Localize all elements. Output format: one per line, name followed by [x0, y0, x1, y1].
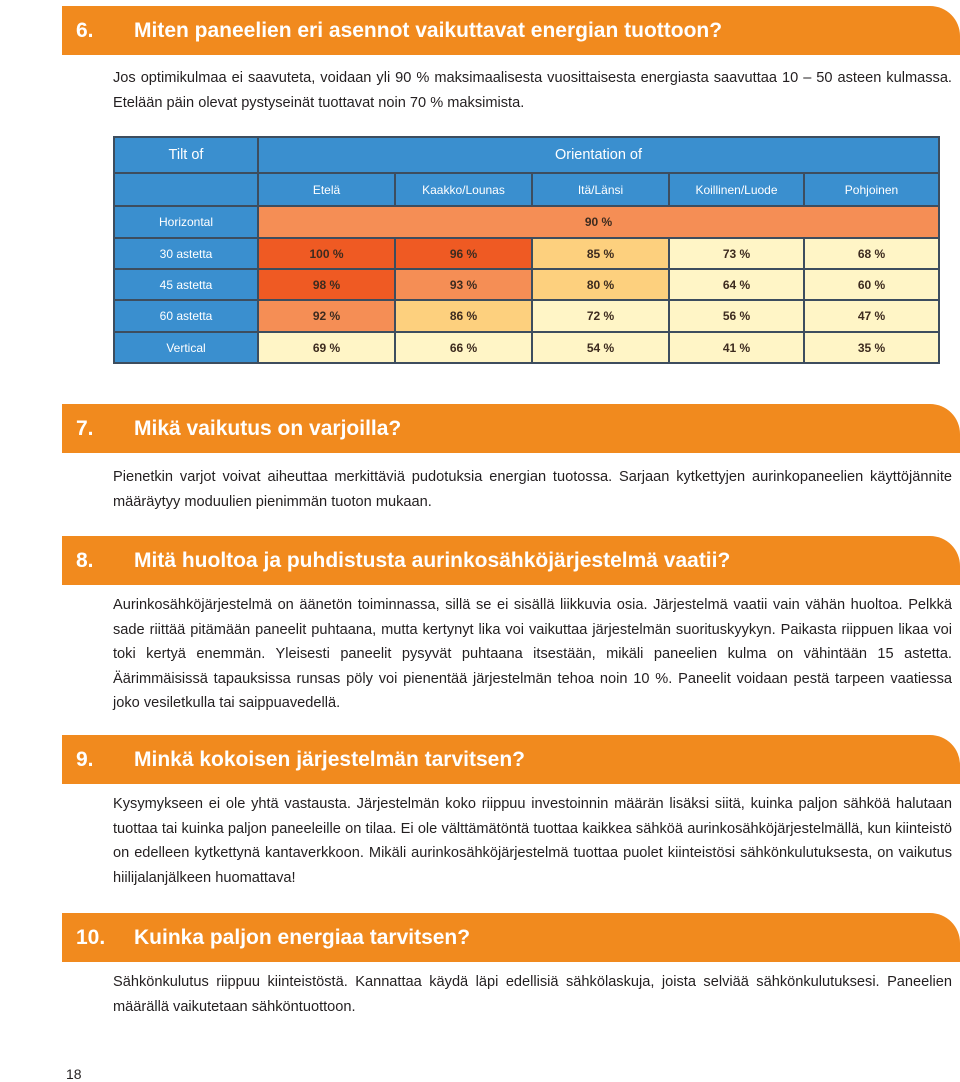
row-label-horizontal: Horizontal: [114, 206, 258, 238]
section-title: Mitä huoltoa ja puhdistusta aurinkosähköjärjestelmä vaatii?: [134, 548, 731, 572]
section-paragraph-7: Pienetkin varjot voivat aiheuttaa merkittäviä pudotuksia energian tuotossa. Sarjaan kytkettyjen aurinkopaneelien käyttöjännite määräytyy moduulien pienimmän tuoton mukaan.: [113, 469, 952, 510]
table-cell: 93 %: [395, 269, 532, 300]
table-cell: 72 %: [532, 300, 669, 332]
table-cell: 69 %: [258, 332, 395, 363]
table-cell: 96 %: [395, 238, 532, 269]
section-number: 7.: [76, 416, 94, 440]
section-number: 9.: [76, 747, 94, 771]
tilt-header-blank: [114, 173, 258, 206]
section-paragraph-9: Kysymykseen ei ole yhtä vastausta. Järjestelmän koko riippuu investoinnin määrän lisäksi siitä, kuinka paljon sähköä halutaan tuottaa tai kuinka paljon paneeleille on tilaa. Ei ole välttämätöntä tuottaa kaikkea sähköä aurinkosähköjärjestelmällä, kun kiinteistö on edelleen kytkettynä kantaverkkoon. Mikäli aurinkosähköjärjestelmä tuottaa puolet kiinteistösi sähkönkulutuksesta, on vaikutus hiilijalanjälkeen huomattava!: [113, 796, 952, 886]
row-label: 30 astetta: [114, 238, 258, 269]
table-cell: 35 %: [804, 332, 939, 363]
section-paragraph-10: Sähkönkulutus riippuu kiinteistöstä. Kannattaa käydä läpi edellisiä sähkölaskuja, joista selviää sähkönkulutuksesi. Paneelien määrällä vaikutetaan sähköntuottoon.: [113, 974, 952, 1015]
section-header-9: [62, 735, 960, 784]
section-header-8: [62, 536, 960, 585]
table-cell: 41 %: [669, 332, 804, 363]
row-label: Vertical: [114, 332, 258, 363]
table-cell: 92 %: [258, 300, 395, 332]
table-cell: 85 %: [532, 238, 669, 269]
table-cell: 47 %: [804, 300, 939, 332]
row-label: 45 astetta: [114, 269, 258, 300]
row-label: 60 astetta: [114, 300, 258, 332]
orientation-header: Orientation of: [258, 137, 939, 173]
section-title: Mikä vaikutus on varjoilla?: [134, 416, 402, 440]
table-cell: 66 %: [395, 332, 532, 363]
table-cell: 73 %: [669, 238, 804, 269]
section-title: Kuinka paljon energiaa tarvitsen?: [134, 925, 471, 949]
column-header: Pohjoinen: [804, 173, 939, 206]
table-cell: 56 %: [669, 300, 804, 332]
column-header: Kaakko/Lounas: [395, 173, 532, 206]
tilt-header: Tilt of: [114, 137, 258, 173]
table-cell: 98 %: [258, 269, 395, 300]
column-header: Etelä: [258, 173, 395, 206]
table-cell: 100 %: [258, 238, 395, 269]
table-cell: 54 %: [532, 332, 669, 363]
section-paragraph-6: Jos optimikulmaa ei saavuteta, voidaan yli 90 % maksimaalisesta vuosittaisesta energiasta saavuttaa 10 – 50 asteen kulmassa. Etelään päin olevat pystyseinät tuottavat noin 70 % maksimista.: [113, 70, 952, 111]
orientation-tilt-table: [113, 136, 940, 364]
section-number: 8.: [76, 548, 94, 572]
section-header-10: [62, 913, 960, 962]
page-number: 18: [66, 1066, 82, 1082]
column-header: Koillinen/Luode: [669, 173, 804, 206]
section-number: 6.: [76, 18, 94, 42]
section-paragraph-8: Aurinkosähköjärjestelmä on äänetön toiminnassa, sillä se ei sisällä liikkuvia osia. Järjestelmä vaatii vain vähän huoltoa. Pelkkä sade riittää pitämään paneelit puhtaana, mutta kertynyt lika voi vaikuttaa järjestelmän suorituskyykyn. Paikasta riippuen likaa voi toki kertyä enemmän. Yleisesti paneelit pysyvät puhtaana itsestään, mikäli paneelien kulma on vähintään 15 astetta. Äärimmäisissä tapauksissa runsas pöly voi pienentää järjestelmän tehoa noin 10 %. Paneelit voidaan pestä tarpeen vaatiessa joko vesiletkulla tai saippuavedellä.: [113, 597, 952, 711]
section-header-6: [62, 6, 960, 55]
horizontal-value-cell: 90 %: [258, 206, 939, 238]
section-title: Miten paneelien eri asennot vaikuttavat energian tuottoon?: [134, 18, 723, 42]
section-header-7: [62, 404, 960, 453]
column-header: Itä/Länsi: [532, 173, 669, 206]
table-cell: 68 %: [804, 238, 939, 269]
table-cell: 60 %: [804, 269, 939, 300]
table-cell: 86 %: [395, 300, 532, 332]
section-title: Minkä kokoisen järjestelmän tarvitsen?: [134, 747, 525, 771]
table-cell: 80 %: [532, 269, 669, 300]
table-cell: 64 %: [669, 269, 804, 300]
section-number: 10.: [76, 925, 106, 949]
